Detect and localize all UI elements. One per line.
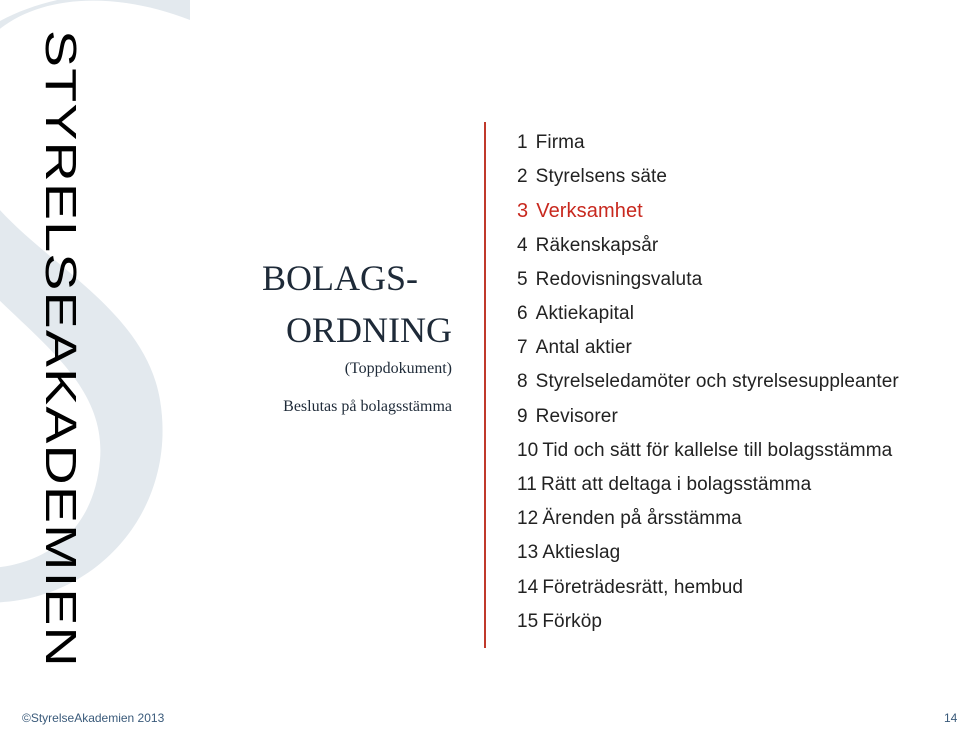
- article-number: 15: [517, 610, 539, 632]
- article-number: 13: [517, 542, 539, 564]
- article-number: 1: [517, 132, 528, 153]
- article-label: Styrelseledamöter och styrelsesuppleanter: [535, 371, 899, 393]
- article-item: [517, 160, 899, 194]
- article-label: Ärenden på årsstämma: [542, 508, 742, 530]
- article-number: 12: [517, 508, 539, 530]
- page-title-line1: BOLAGS-: [262, 258, 419, 298]
- article-number: 9: [517, 405, 528, 427]
- watermark-s-logo: [0, 0, 200, 700]
- article-list: [517, 126, 899, 639]
- copyright-footer: ©StyrelseAkademien 2013: [22, 711, 165, 725]
- article-item: [517, 400, 899, 434]
- page-number: 14: [944, 711, 958, 725]
- article-item: [517, 263, 899, 297]
- article-label: Tid och sätt för kallelse till bolagsstämma: [542, 439, 893, 461]
- article-label: Förköp: [542, 610, 603, 632]
- article-label: Redovisningsvaluta: [535, 268, 703, 290]
- article-label: Firma: [535, 132, 585, 153]
- article-number: 8: [517, 371, 528, 393]
- article-number: 11: [517, 474, 537, 496]
- article-item: [517, 331, 899, 365]
- article-label: Företrädesrätt, hembud: [542, 576, 744, 598]
- article-number: 6: [517, 303, 528, 325]
- article-label: Räkenskapsår: [535, 234, 659, 256]
- article-item: [517, 365, 899, 399]
- article-label: Aktieslag: [542, 542, 621, 564]
- title-block: [240, 252, 452, 416]
- article-item: [517, 536, 899, 570]
- article-number: 2: [517, 166, 528, 188]
- page-subtitle: (Toppdokument): [344, 360, 452, 377]
- logo-text: STYRELSEAKADEMIEN: [36, 30, 85, 537]
- styrelseakademien-logo: [34, 30, 94, 670]
- article-item: [517, 229, 899, 263]
- article-number: 10: [517, 439, 539, 461]
- article-item: [517, 605, 899, 639]
- page-title-line2: ORDNING: [286, 310, 452, 350]
- article-item: [517, 194, 899, 228]
- article-label: Antal aktier: [535, 337, 632, 359]
- article-label: Aktiekapital: [535, 303, 635, 325]
- article-label: Revisorer: [535, 405, 618, 427]
- article-item: [517, 468, 899, 502]
- article-item: [517, 571, 899, 605]
- article-item: [517, 297, 899, 331]
- article-item: [517, 434, 899, 468]
- article-number: 7: [517, 337, 528, 359]
- article-item: [517, 502, 899, 536]
- article-item: [517, 126, 899, 160]
- divider-line: [484, 122, 486, 648]
- article-number: 5: [517, 268, 528, 290]
- article-number: 3: [517, 200, 529, 223]
- article-label: Verksamhet: [536, 200, 643, 223]
- article-number: 4: [517, 234, 528, 256]
- article-label: Styrelsens säte: [535, 166, 668, 188]
- article-label: Rätt att deltaga i bolagsstämma: [540, 474, 812, 496]
- decision-note: Beslutas på bolagsstämma: [283, 398, 452, 415]
- article-number: 14: [517, 576, 539, 598]
